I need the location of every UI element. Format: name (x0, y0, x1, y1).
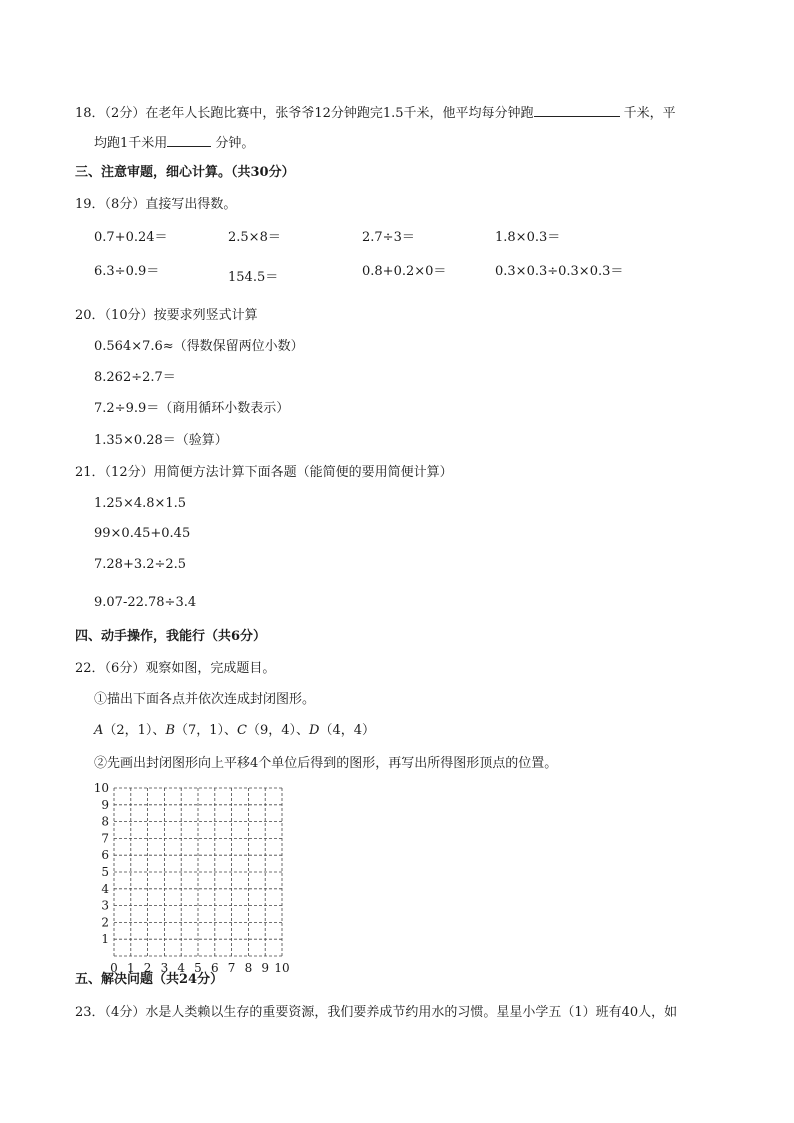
point-coord: （4，4） (319, 723, 376, 738)
q19-item: 154.5＝ (228, 270, 279, 285)
q21-title: 21．（12分）用简便方法计算下面各题（能简便的要用简便计算） (75, 465, 453, 480)
q19-item: 1.8×0.3＝ (495, 230, 561, 245)
grid-labels (94, 781, 290, 975)
q18-blank-2[interactable] (167, 133, 211, 147)
y-axis-label: 8 (101, 814, 109, 829)
q22-sub1: ①描出下面各点并依次连成封闭图形。 (94, 692, 316, 707)
q18-line2 (94, 133, 254, 153)
point-coord: （9，4）、 (247, 723, 310, 738)
x-axis-label: 7 (227, 961, 236, 975)
q19-item: 2.7÷3＝ (362, 230, 415, 245)
x-axis-label: 9 (261, 961, 270, 975)
q21-item: 1.25×4.8×1.5 (94, 496, 187, 511)
q23-line1: 23．（4分）水是人类赖以生存的重要资源，我们要养成节约用水的习惯。星星小学五（1）班有40人，如 (75, 1005, 678, 1020)
q18-line1 (75, 103, 676, 123)
q22-sub2: ②先画出封闭图形向上平移4个单位后得到的图形，再写出所得图形顶点的位置。 (94, 756, 558, 771)
q18-text-d: 分钟。 (211, 136, 255, 151)
point-label: B (165, 723, 175, 738)
q19-item: 0.7+0.24＝ (94, 230, 168, 245)
y-axis-label: 10 (93, 781, 109, 795)
q19-item: 0.3×0.3÷0.3×0.3＝ (495, 264, 624, 279)
section-5-heading: 五、解决问题（共24分） (75, 972, 224, 987)
x-axis-label: 10 (274, 961, 290, 975)
y-axis-label: 1 (101, 932, 109, 947)
q20-title: 20．（10分）按要求列竖式计算 (75, 308, 258, 323)
q20-item: 8.262÷2.7＝ (94, 370, 176, 385)
x-axis-label: 2 (143, 961, 152, 975)
point-label: C (237, 723, 247, 738)
q18-blank-1[interactable] (534, 103, 620, 117)
q19-item: 0.8+0.2×0＝ (362, 264, 447, 279)
y-axis-label: 3 (101, 898, 109, 913)
q19-title: 19．（8分）直接写出得数。 (75, 197, 237, 212)
x-axis-label: 0 (110, 961, 118, 975)
grid-lines (114, 788, 282, 956)
y-axis-label: 4 (101, 881, 109, 896)
y-axis-label: 5 (101, 865, 109, 879)
q22-title: 22．（6分）观察如图，完成题目。 (75, 661, 276, 676)
y-axis-label: 9 (101, 797, 109, 812)
q20-item: 1.35×0.28＝（验算） (94, 433, 228, 448)
y-axis-label: 6 (101, 848, 109, 863)
point-label: D (309, 723, 320, 738)
section-3-heading: 三、注意审题，细心计算。（共30分） (75, 165, 295, 180)
x-axis-label: 5 (194, 961, 202, 975)
q19-item: 2.5×8＝ (228, 230, 281, 245)
q21-item: 99×0.45+0.45 (94, 526, 191, 541)
q20-item: 7.2÷9.9＝（商用循环小数表示） (94, 401, 290, 416)
x-axis-label: 1 (126, 961, 135, 975)
section-4-heading: 四、动手操作，我能行（共6分） (75, 629, 267, 644)
x-axis-label: 8 (244, 961, 253, 975)
point-coord: （2，1）、 (103, 723, 166, 738)
q18-text-a: 18．（2分）在老年人长跑比赛中，张爷爷12分钟跑完1.5千米，他平均每分钟跑 (75, 106, 534, 121)
q21-item: 7.28+3.2÷2.5 (94, 557, 187, 572)
q18-text-c: 均跑1千米用 (94, 136, 168, 151)
point-label: A (94, 723, 104, 738)
y-axis-label: 7 (101, 831, 109, 846)
y-axis-label: 2 (101, 915, 109, 930)
q21-item: 9.07-22.78÷3.4 (94, 595, 197, 610)
x-axis-label: 3 (160, 961, 169, 975)
q22-points (94, 722, 375, 740)
x-axis-label: 4 (177, 961, 186, 975)
coordinate-grid[interactable] (88, 780, 298, 975)
q18-text-b: 千米，平 (619, 106, 676, 121)
q19-item: 6.3÷0.9＝ (94, 264, 160, 279)
x-axis-label: 6 (210, 961, 219, 975)
q20-item: 0.564×7.6≈（得数保留两位小数） (94, 339, 304, 354)
point-coord: （7，1）、 (175, 723, 238, 738)
